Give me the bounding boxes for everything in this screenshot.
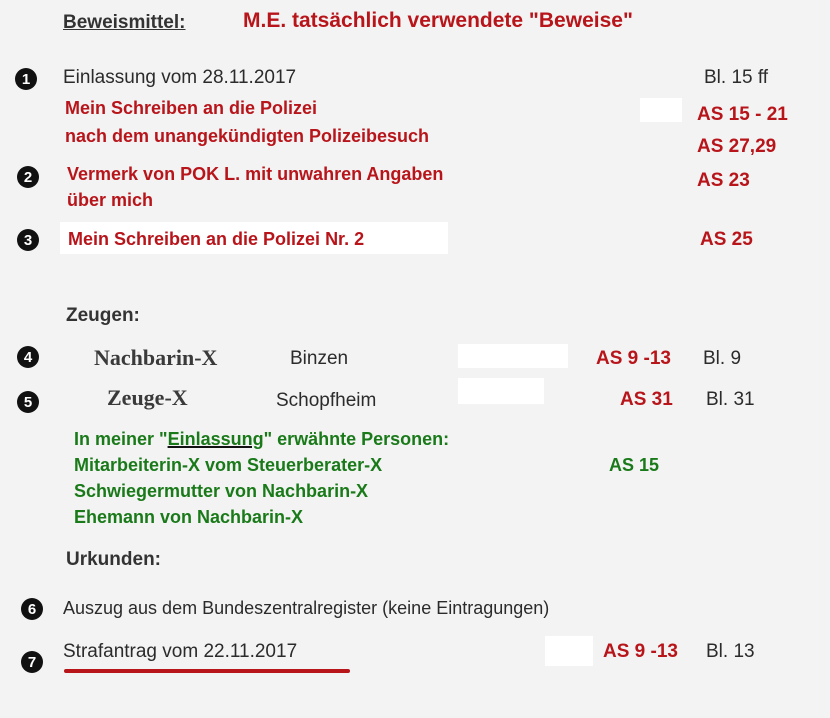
person-3: Ehemann von Nachbarin-X: [74, 507, 304, 527]
person-1-as: AS 15: [609, 455, 660, 475]
item2-note-line1: Vermerk von POK L. mit unwahren Angaben: [67, 164, 444, 184]
section-title-beweismittel: Beweismittel:: [63, 12, 186, 33]
header-annotation: M.E. tatsächlich verwendete "Beweise": [243, 9, 633, 32]
redaction-box: [640, 98, 682, 122]
item1-as1: AS 15 - 21: [697, 104, 788, 125]
item1-note-line2: nach dem unangekündigten Polizeibesuch: [65, 126, 430, 146]
number-badge-1: 1: [15, 68, 37, 90]
witness2-place: Schopfheim: [276, 390, 377, 411]
item1-ref: Bl. 15 ff: [704, 67, 769, 88]
item6-text: Auszug aus dem Bundeszentralregister (keine Eintragungen): [63, 598, 550, 618]
persons-intro: In meiner "Einlassung" erwähnte Personen:: [74, 429, 450, 449]
number-badge-4: 4: [17, 346, 39, 368]
witness2-as: AS 31: [620, 389, 673, 410]
item1-as2: AS 27,29: [697, 136, 777, 157]
redaction-box: [458, 344, 568, 368]
item2-as: AS 23: [697, 170, 750, 191]
person-2: Schwiegermutter von Nachbarin-X: [74, 481, 369, 501]
section-title-urkunden: Urkunden:: [66, 549, 161, 570]
red-underline: [64, 669, 350, 673]
item7-ref: Bl. 13: [706, 641, 755, 662]
witness1-ref: Bl. 9: [703, 348, 742, 369]
item1-text: Einlassung vom 28.11.2017: [63, 67, 297, 88]
redaction-box: [545, 636, 593, 666]
item3-note: Mein Schreiben an die Polizei Nr. 2: [68, 229, 365, 249]
item2-note-line2: über mich: [67, 190, 154, 210]
witness1-as: AS 9 -13: [596, 348, 671, 369]
item3-as: AS 25: [700, 229, 753, 250]
person-1: Mitarbeiterin-X vom Steuerberater-X: [74, 455, 383, 475]
section-title-zeugen: Zeugen:: [66, 305, 140, 326]
item7-as: AS 9 -13: [603, 641, 678, 662]
number-badge-6: 6: [21, 598, 43, 620]
witness2-ref: Bl. 31: [706, 389, 755, 410]
witness1-place: Binzen: [290, 348, 349, 369]
witness1-name: Nachbarin-X: [94, 345, 218, 370]
number-badge-5: 5: [17, 391, 39, 413]
number-badge-7: 7: [21, 651, 43, 673]
redaction-box: [458, 378, 544, 404]
item7-text: Strafantrag vom 22.11.2017: [63, 641, 298, 662]
item1-note-line1: Mein Schreiben an die Polizei: [65, 98, 318, 118]
einlassung-link: Einlassung: [167, 429, 264, 449]
number-badge-3: 3: [17, 229, 39, 251]
number-badge-2: 2: [17, 166, 39, 188]
witness2-name: Zeuge-X: [107, 385, 188, 410]
